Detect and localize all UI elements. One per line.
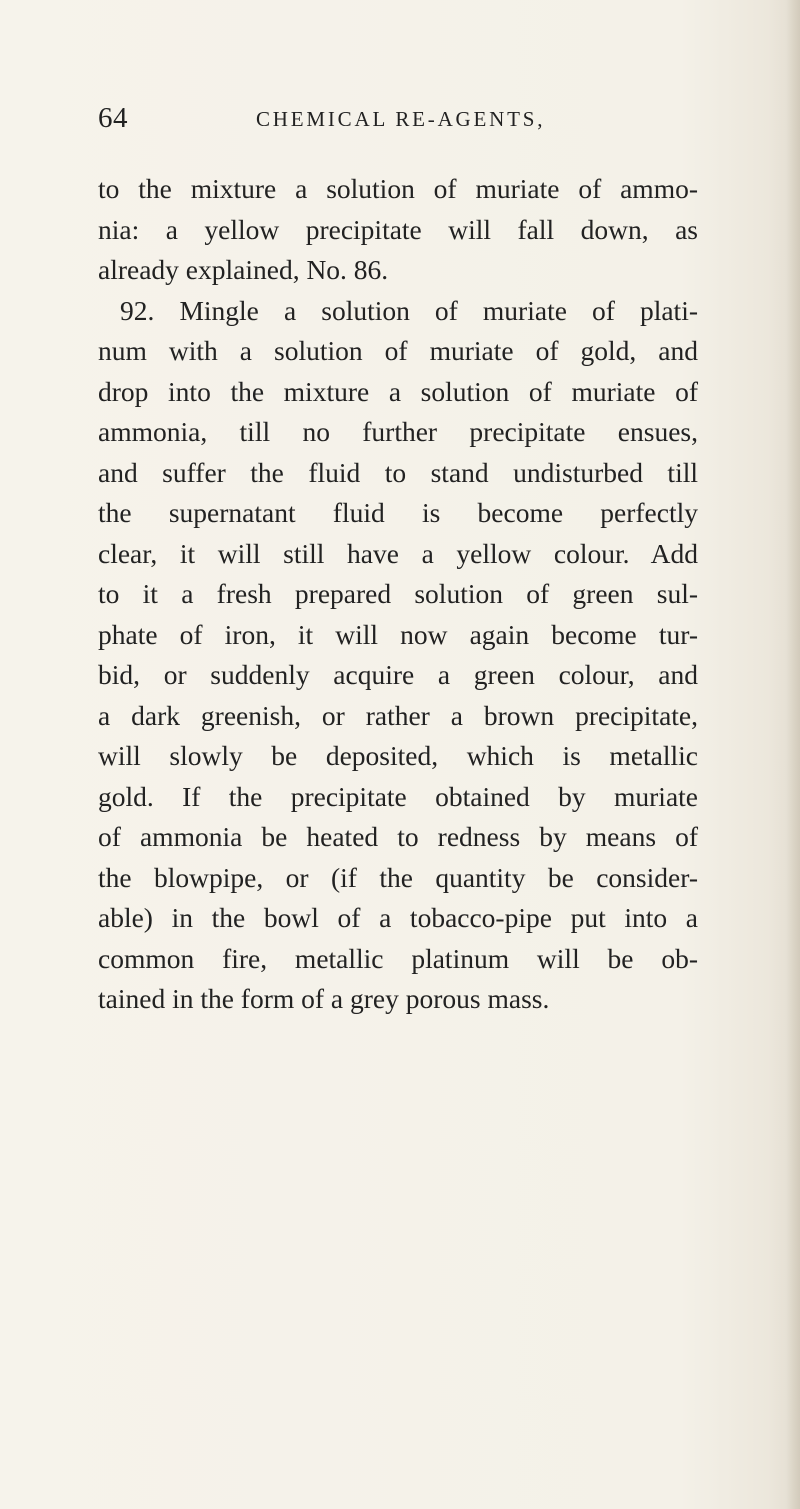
text-line: the supernatant fluid is become perfectly	[98, 497, 698, 528]
body-text	[98, 169, 698, 1020]
page-edge-shadow	[786, 0, 800, 1509]
page-number: 64	[98, 102, 128, 134]
text-line: a dark greenish, or rather a brown precipitate,	[98, 699, 698, 731]
text-line: gold. If the precipitate obtained by muriate	[98, 780, 698, 812]
text-line: of ammonia be heated to redness by means of	[98, 821, 698, 852]
paragraph-start-line: 92. Mingle a solution of muriate of plati-	[120, 294, 698, 326]
text-line: num with a solution of muriate of gold, and	[98, 335, 698, 366]
text-line: nia: a yellow precipitate will fall down, as	[98, 213, 698, 245]
text-line: phate of iron, it will now again become tur-	[98, 618, 698, 650]
text-line: the blowpipe, or (if the quantity be consider-	[98, 861, 698, 893]
text-line: and suffer the fluid to stand undisturbed till	[98, 456, 698, 488]
text-line: bid, or suddenly acquire a green colour, and	[98, 659, 698, 690]
text-line: already explained, No. 86.	[98, 254, 389, 285]
text-line: will slowly be deposited, which is metallic	[98, 740, 698, 771]
page-header	[98, 100, 638, 140]
text-line: to it a fresh prepared solution of green sul-	[98, 578, 698, 609]
text-line: drop into the mixture a solution of muriate of	[98, 375, 698, 407]
text-line: tained in the form of a grey porous mass.	[98, 983, 550, 1014]
text-line: able) in the bowl of a tobacco-pipe put into a	[98, 902, 698, 933]
text-line: clear, it will still have a yellow colour. Add	[98, 537, 698, 569]
text-line: ammonia, till no further precipitate ensues,	[98, 416, 698, 447]
text-line: common fire, metallic platinum will be ob-	[98, 942, 698, 974]
running-head: CHEMICAL RE-AGENTS,	[256, 107, 546, 131]
text-line: to the mixture a solution of muriate of ammo-	[98, 173, 698, 204]
